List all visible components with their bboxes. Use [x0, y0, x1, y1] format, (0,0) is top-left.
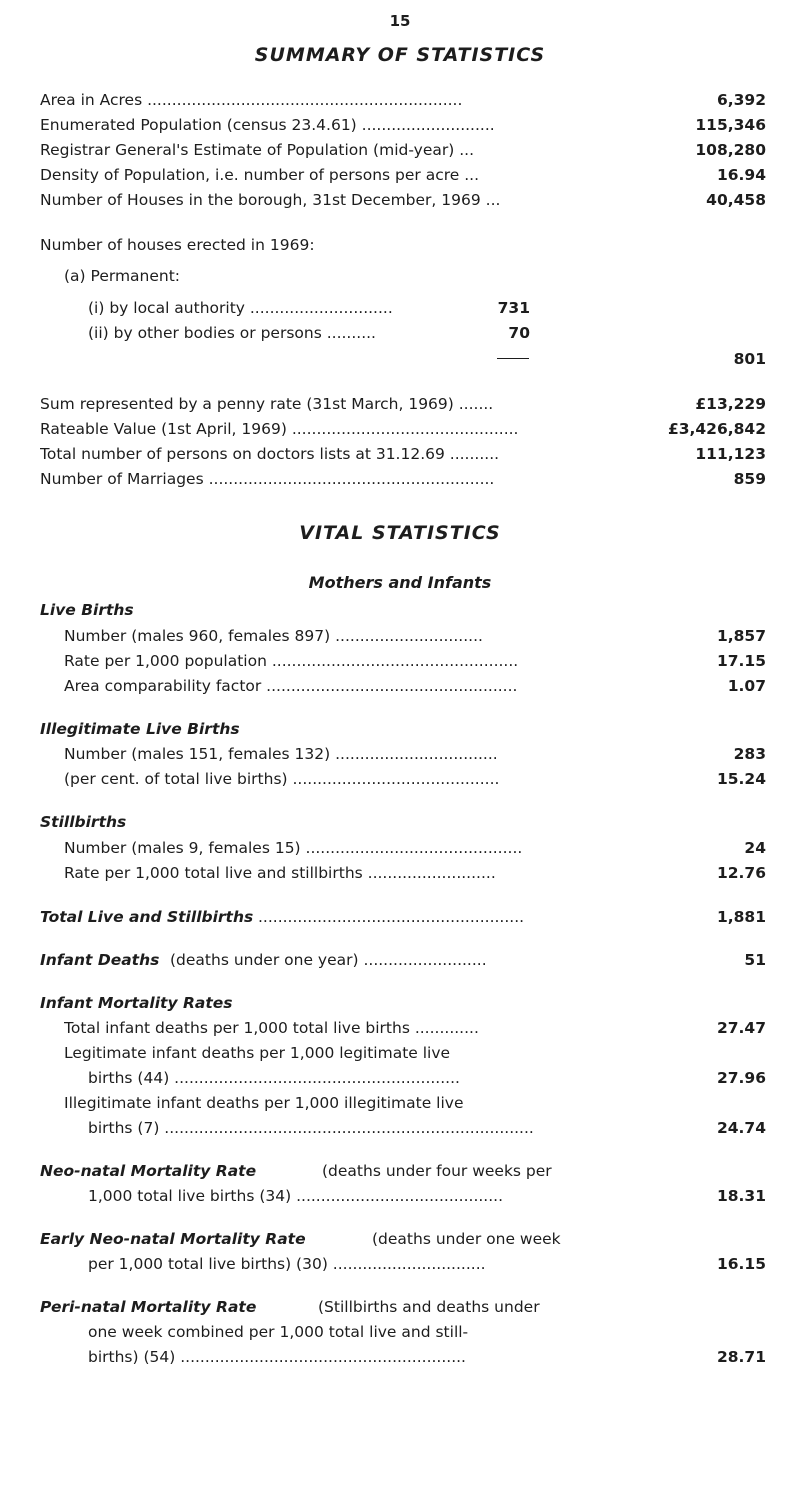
neonatal-heading-row	[0, 1159, 800, 1183]
summary-label: Enumerated Population (census 23.4.61) ...........................	[40, 116, 495, 134]
stillbirths-heading: Stillbirths	[40, 813, 127, 831]
vital-label: (per cent. of total live births) ..........................................	[64, 770, 500, 788]
vital-row	[0, 767, 800, 791]
vital-row	[0, 624, 800, 648]
summary-label: Total number of persons on doctors lists at 31.12.69 ..........	[40, 445, 500, 463]
infant-deaths-rest: (deaths under one year) .........................	[170, 951, 487, 969]
summary-row	[0, 417, 800, 441]
perinatal-line2: one week combined per 1,000 total live and still-	[88, 1323, 469, 1341]
summary-row	[0, 392, 800, 416]
vital-row	[0, 1252, 800, 1276]
perinatal-rest: (Stillbirths and deaths under	[318, 1298, 540, 1316]
vital-row	[0, 1016, 800, 1040]
illegit-line1: Illegitimate infant deaths per 1,000 illegitimate live	[64, 1094, 464, 1112]
legit-line1: Legitimate infant deaths per 1,000 legitimate live	[64, 1044, 451, 1062]
summary-label: Density of Population, i.e. number of persons per acre ...	[40, 166, 480, 184]
houses-label: (i) by local authority .............................	[88, 299, 393, 317]
summary-row	[0, 442, 800, 466]
summary-label: Area in Acres ................................................................	[40, 91, 463, 109]
vital-title: VITAL STATISTICS	[299, 522, 501, 544]
summary-row	[0, 467, 800, 491]
vital-label: Area comparability factor ...................................................	[64, 677, 518, 695]
vital-label: 1,000 total live births (34) ..........................................	[88, 1187, 504, 1205]
infant-deaths-heading: Infant Deaths	[40, 951, 160, 969]
vital-row	[0, 674, 800, 698]
summary-label: Registrar General's Estimate of Population (mid-year) ...	[40, 141, 474, 159]
vital-value: 24	[744, 839, 766, 857]
vital-row	[0, 861, 800, 885]
summary-label: Sum represented by a penny rate (31st March, 1969) .......	[40, 395, 494, 413]
vital-value: 28.71	[716, 1348, 766, 1366]
total-live-still-dots: ......................................................	[258, 908, 525, 926]
live-births-heading: Live Births	[40, 601, 134, 619]
vital-label: Number (males 9, females 15) ............................................	[64, 839, 523, 857]
vital-label: births (44) ..........................................................	[88, 1069, 460, 1087]
neonatal-heading: Neo-natal Mortality Rate	[40, 1162, 257, 1180]
total-live-still-heading: Total Live and Stillbirths	[40, 908, 254, 926]
summary-value: 40,458	[706, 191, 766, 209]
summary-value: 16.94	[716, 166, 766, 184]
summary-row	[0, 138, 800, 162]
vital-row	[0, 742, 800, 766]
houses-row	[0, 296, 800, 320]
vital-label: births (7) ...........................................................................	[88, 1119, 534, 1137]
vital-label: per 1,000 total live births) (30) ...............................	[88, 1255, 486, 1273]
summary-row	[0, 163, 800, 187]
vital-label: Total infant deaths per 1,000 total live births .............	[64, 1019, 479, 1037]
houses-heading: Number of houses erected in 1969:	[40, 236, 315, 254]
vital-row	[0, 1345, 800, 1369]
vital-value: 1.07	[727, 677, 766, 695]
summary-row	[0, 188, 800, 212]
perinatal-heading-row	[0, 1295, 800, 1319]
total-live-still-value: 1,881	[716, 908, 766, 926]
summary-row	[0, 88, 800, 112]
vital-row	[0, 1184, 800, 1208]
infant-deaths-row	[0, 948, 800, 972]
early-neonatal-rest: (deaths under one week	[372, 1230, 561, 1248]
summary-value: 6,392	[716, 91, 766, 109]
vital-row	[0, 1116, 800, 1140]
early-neonatal-heading: Early Neo-natal Mortality Rate	[40, 1230, 306, 1248]
vital-value: 18.31	[716, 1187, 766, 1205]
neonatal-rest: (deaths under four weeks per	[322, 1162, 552, 1180]
vital-label: Rate per 1,000 population ..................................................	[64, 652, 519, 670]
vital-value: 15.24	[716, 770, 766, 788]
houses-label: (ii) by other bodies or persons ..........	[88, 324, 376, 342]
vital-row	[0, 649, 800, 673]
summary-value: 108,280	[695, 141, 766, 159]
summary-label: Number of Houses in the borough, 31st December, 1969 ...	[40, 191, 501, 209]
vital-value: 1,857	[716, 627, 766, 645]
summary-value: £3,426,842	[667, 420, 766, 438]
vital-label: Rate per 1,000 total live and stillbirths ..........................	[64, 864, 496, 882]
vital-row	[0, 836, 800, 860]
summary-row	[0, 113, 800, 137]
infant-mortality-heading: Infant Mortality Rates	[40, 994, 233, 1012]
vital-value: 12.76	[716, 864, 766, 882]
summary-title: SUMMARY OF STATISTICS	[254, 44, 546, 66]
summary-value: 111,123	[695, 445, 766, 463]
vital-value: 17.15	[716, 652, 766, 670]
vital-label: births) (54) ..........................................................	[88, 1348, 466, 1366]
illegitimate-heading: Illegitimate Live Births	[40, 720, 240, 738]
vital-value: 283	[733, 745, 766, 763]
vital-row	[0, 1066, 800, 1090]
vital-label: Number (males 960, females 897) ..............................	[64, 627, 483, 645]
vital-value: 24.74	[716, 1119, 766, 1137]
permanent-heading: (a) Permanent:	[64, 267, 181, 285]
vital-value: 27.47	[716, 1019, 766, 1037]
perinatal-heading: Peri-natal Mortality Rate	[40, 1298, 257, 1316]
summary-label: Rateable Value (1st April, 1969) ..............................................	[40, 420, 519, 438]
houses-value: 70	[508, 324, 530, 342]
houses-total-row	[0, 347, 800, 371]
early-neonatal-heading-row	[0, 1227, 800, 1251]
summary-value: 115,346	[695, 116, 766, 134]
page-number: 15	[389, 12, 411, 30]
total-live-still-row	[0, 905, 800, 929]
summary-value: £13,229	[695, 395, 766, 413]
houses-row	[0, 321, 800, 345]
vital-value: 16.15	[716, 1255, 766, 1273]
houses-value: 731	[497, 299, 530, 317]
summary-label: Number of Marriages ..........................................................	[40, 470, 495, 488]
vital-value: 27.96	[716, 1069, 766, 1087]
houses-total-value: 801	[733, 350, 766, 368]
summary-value: 859	[733, 470, 766, 488]
vital-subtitle: Mothers and Infants	[308, 573, 492, 592]
vital-label: Number (males 151, females 132) .................................	[64, 745, 498, 763]
infant-deaths-value: 51	[744, 951, 766, 969]
